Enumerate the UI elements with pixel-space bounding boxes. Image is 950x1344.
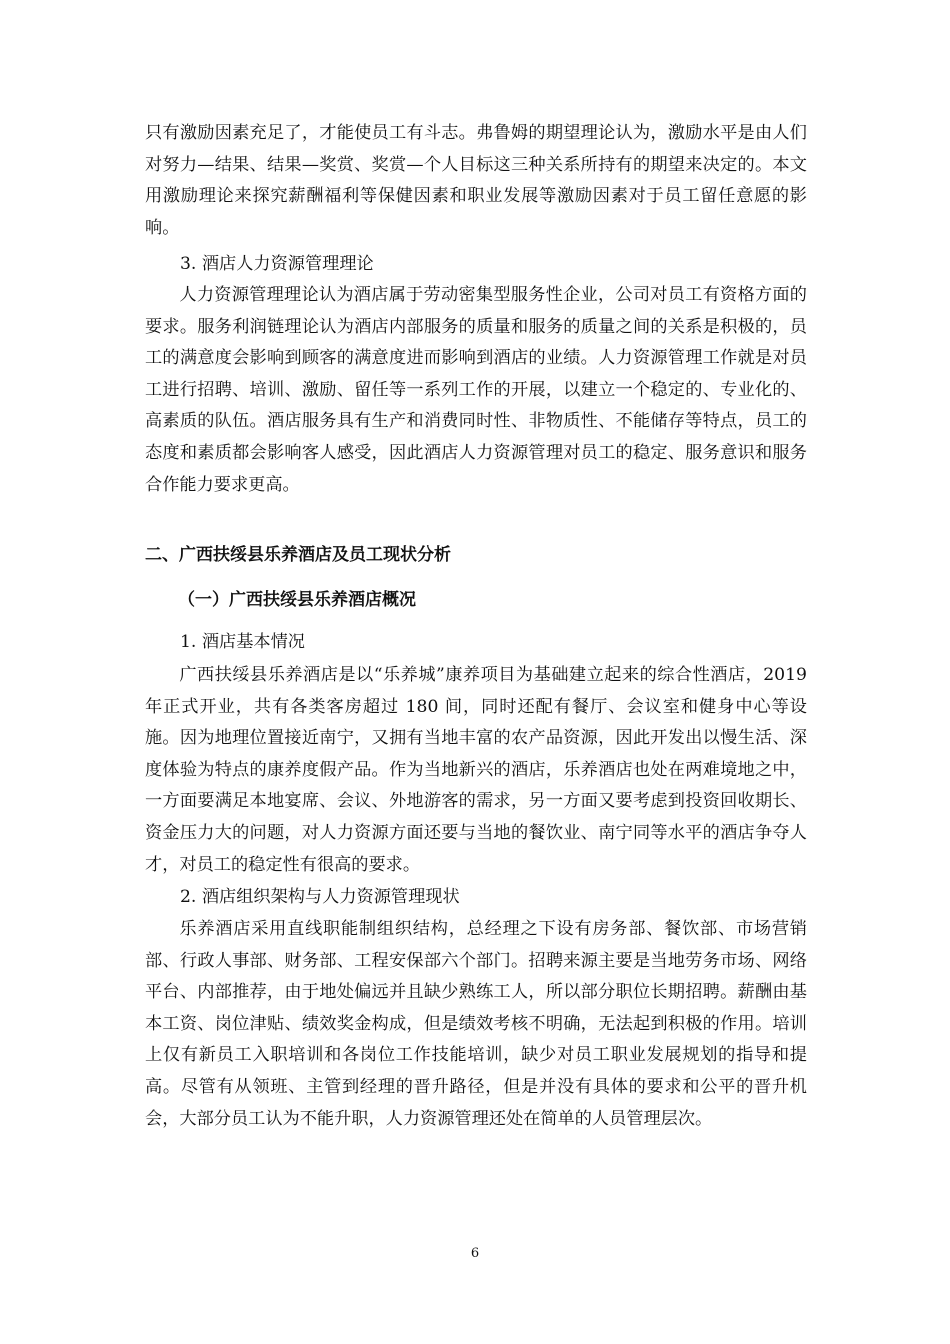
section-heading-hotel-analysis: 二、广西扶绥县乐养酒店及员工现状分析 — [145, 545, 451, 565]
subsection-heading-org-structure: 2. 酒店组织架构与人力资源管理现状 — [180, 887, 460, 907]
page-number: 6 — [470, 1246, 480, 1261]
subsection-heading-hr-theory: 3. 酒店人力资源管理理论 — [180, 254, 374, 274]
paragraph-org-structure: 乐养酒店采用直线职能制组织结构，总经理之下设有房务部、餐饮部、市场营销部、行政人事部、财务部、工程安保部六个部门。招聘来源主要是当地劳务市场、网络平台、内部推荐，由于地处偏远并且缺少熟练工人，所以部分职位长期招聘。薪酬由基本工资、岗位津贴、绩效奖金构成，但是绩效考核不明确，无法起到积极的作用。培训上仅有新员工入职培训和各岗位工作技能培训，缺少对员工职业发展规划的指导和提高。尽管有从领班、主管到经理的晋升路径，但是并没有具体的要求和公平的晋升机会，大部分员工认为不能升职，人力资源管理还处在简单的人员管理层次。 — [145, 919, 807, 1129]
paragraph-basic-info: 广西扶绥县乐养酒店是以“乐养城”康养项目为基础建立起来的综合性酒店，2019 年正式开业，共有各类客房超过 180 间，同时还配有餐厅、会议室和健身中心等设施。因为地理位置接近南宁，又拥有当地丰富的农产品资源，因此开发出以慢生活、深度体验为特点的康养度假产品。作为当地新兴的酒店，乐养酒店也处在两难境地之中，一方面要满足本地宴席、会议、外地游客的需求，另一方面又要考虑到投资回收期长、资金压力大的问题，对人力资源方面还要与当地的餐饮业、南宁同等水平的酒店争夺人才，对员工的稳定性有很高的要求。 — [145, 665, 807, 875]
section-subheading-hotel-overview: （一）广西扶绥县乐养酒店概况 — [178, 590, 416, 610]
paragraph-motivation-theory-end: 只有激励因素充足了，才能使员工有斗志。弗鲁姆的期望理论认为，激励水平是由人们对努力—结果、结果—奖赏、奖赏—个人目标这三种关系所持有的期望来决定的。本文用激励理论来探究薪酬福利等保健因素和职业发展等激励因素对于员工留任意愿的影响。 — [145, 123, 807, 238]
paragraph-hr-theory: 人力资源管理理论认为酒店属于劳动密集型服务性企业，公司对员工有资格方面的要求。服务利润链理论认为酒店内部服务的质量和服务的质量之间的关系是积极的，员工的满意度会影响到顾客的满意度进而影响到酒店的业绩。人力资源管理工作就是对员工进行招聘、培训、激励、留任等一系列工作的开展，以建立一个稳定的、专业化的、高素质的队伍。酒店服务具有生产和消费同时性、非物质性、不能储存等特点，员工的态度和素质都会影响客人感受，因此酒店人力资源管理对员工的稳定、服务意识和服务合作能力要求更高。 — [145, 285, 807, 495]
subsection-heading-basic-info: 1. 酒店基本情况 — [180, 632, 305, 652]
